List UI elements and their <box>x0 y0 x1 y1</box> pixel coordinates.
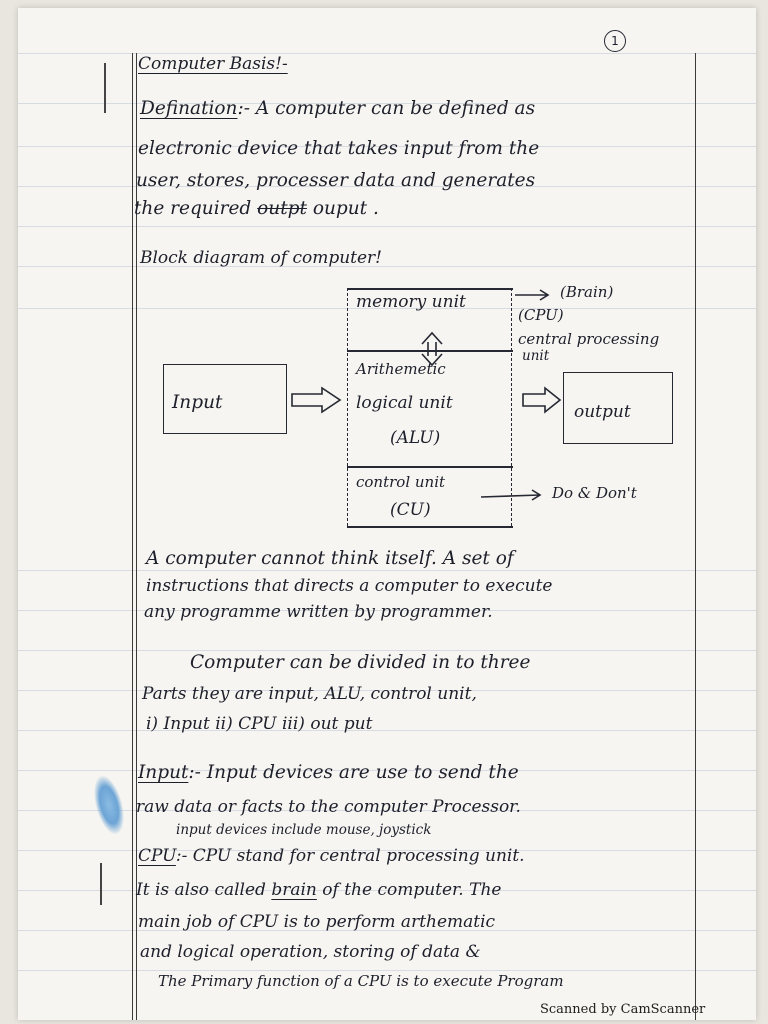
scanner-watermark: Scanned by CamScanner <box>540 1002 706 1017</box>
definition-text-4b: ouput . <box>306 198 379 219</box>
page-heading: Computer Basis!- <box>138 54 288 74</box>
input-section-line-3: input devices include mouse, joystick <box>176 822 432 838</box>
cpu-section-line-2 <box>136 880 501 900</box>
cpu-expansion-2: unit <box>522 348 550 364</box>
brain-word: brain <box>271 880 317 900</box>
input-section-label: Input <box>138 762 189 783</box>
paragraph1-line-2: instructions that directs a computer to execute <box>146 576 553 596</box>
output-arrow-icon <box>523 388 560 412</box>
control-arrow-icon <box>481 490 540 500</box>
cpu-section-text-2b: of the computer. The <box>316 880 502 900</box>
definition-line-3: user, stores, processer data and generates <box>136 170 536 191</box>
input-section-line-1 <box>138 762 519 783</box>
dos-donts-note: Do & Don't <box>552 484 637 502</box>
cpu-section-label: CPU <box>138 846 176 866</box>
definition-text-4: the required <box>134 198 258 219</box>
brain-note: (Brain) <box>560 283 614 301</box>
control-unit-abbr: (CU) <box>390 500 431 520</box>
cpu-section-line-5: The Primary function of a CPU is to execute Program <box>158 972 564 990</box>
output-box-label: output <box>574 402 631 422</box>
cpu-expansion-1: central processing <box>518 330 660 348</box>
input-section-line-2: raw data or facts to the computer Processor. <box>136 797 521 817</box>
paragraph2-line-1: Computer can be divided in to three <box>190 652 531 673</box>
cpu-section-line-3: main job of CPU is to perform arthematic <box>138 912 496 932</box>
cpu-section-text-2a: It is also called <box>136 880 272 900</box>
control-unit-label: control unit <box>356 473 446 491</box>
paragraph1-line-3: any programme written by programmer. <box>144 602 493 622</box>
definition-text-1: :- A computer can be defined as <box>237 98 536 119</box>
memory-alu-double-arrow-icon <box>422 333 442 365</box>
memory-unit-label: memory unit <box>356 292 466 312</box>
paragraph1-line-1: A computer cannot think itself. A set of <box>146 548 514 569</box>
paragraph2-line-3: i) Input ii) CPU iii) out put <box>146 714 373 734</box>
definition-label: Defination <box>140 98 238 119</box>
cpu-note: (CPU) <box>518 306 564 324</box>
cpu-section-line-1 <box>138 846 525 866</box>
paragraph2-line-2: Parts they are input, ALU, control unit, <box>142 684 477 704</box>
input-section-text-1: :- Input devices are use to send the <box>188 762 519 783</box>
input-arrow-icon <box>292 388 340 412</box>
input-box-label: Input <box>172 392 223 413</box>
alu-label-3: (ALU) <box>390 428 441 448</box>
block-diagram-heading: Block diagram of computer! <box>140 248 383 268</box>
cpu-section-text-1: :- CPU stand for central processing unit. <box>175 846 525 866</box>
brain-arrow-icon <box>515 290 548 300</box>
cpu-section-line-4: and logical operation, storing of data & <box>140 942 481 962</box>
struck-word: outpt <box>257 198 307 219</box>
page-number: 1 <box>611 34 619 48</box>
definition-line-2: electronic device that takes input from the <box>138 138 540 159</box>
alu-label-1: Arithemetic <box>356 360 446 378</box>
alu-label-2: logical unit <box>356 393 453 413</box>
